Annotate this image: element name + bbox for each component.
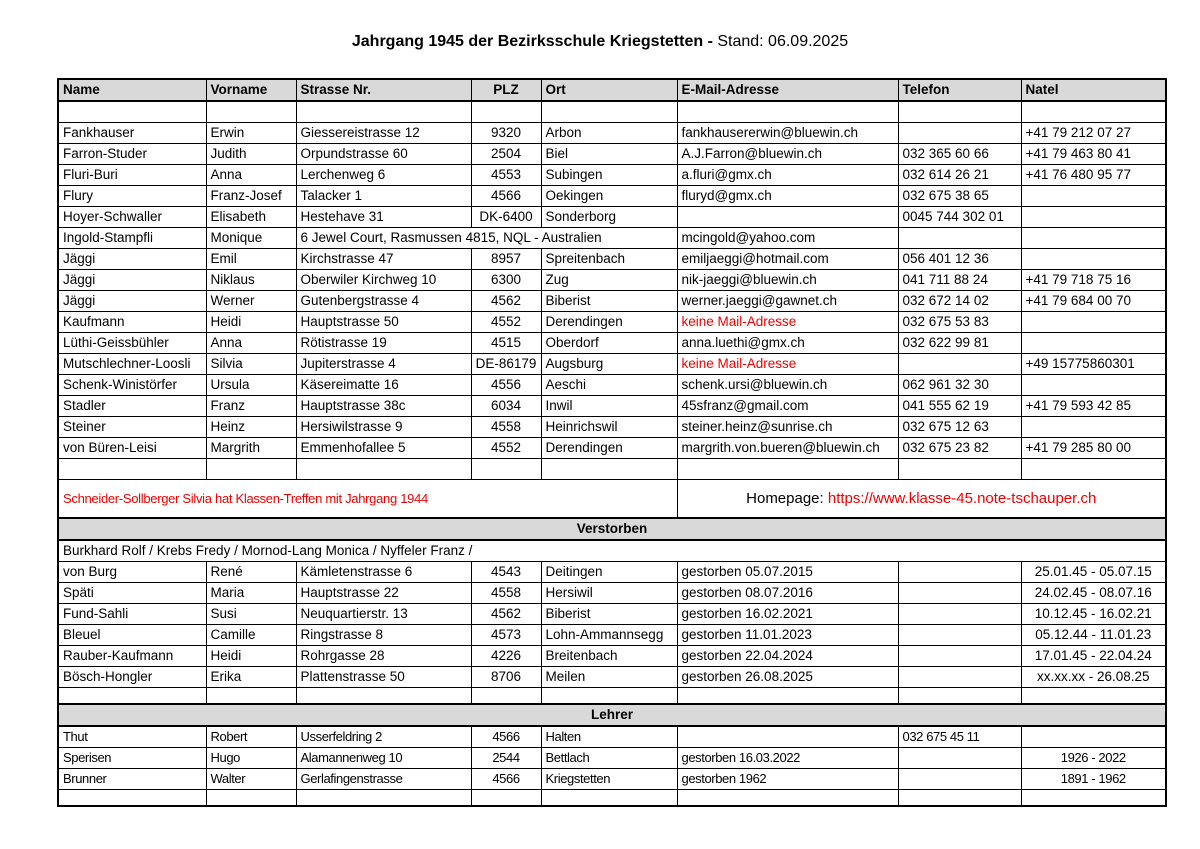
cell-natel: 25.01.45 - 05.07.15 [1021,562,1166,583]
cell-natel: +41 79 718 75 16 [1021,270,1166,291]
verstorben-intro-row [58,540,1166,562]
cell-plz: 4543 [471,562,541,583]
table-row [58,769,1166,790]
cell-email: gestorben 16.02.2021 [677,604,898,625]
cell-vorname: Anna [206,165,296,186]
cell-natel: +41 79 212 07 27 [1021,123,1166,144]
cell-ort: Zug [541,270,677,291]
empty-cell [898,459,1021,480]
cell-strasse: Kämletenstrasse 6 [296,562,471,583]
table-row [58,625,1166,646]
cell-plz: 4553 [471,165,541,186]
cell-email: anna.luethi@gmx.ch [677,333,898,354]
cell-vorname: Heinz [206,417,296,438]
cell-name: Jäggi [58,291,206,312]
cell-plz: 2544 [471,748,541,769]
cell-ort: Augsburg [541,354,677,375]
cell-name: Bleuel [58,625,206,646]
cell-natel: 1891 - 1962 [1021,769,1166,790]
cell-email: gestorben 05.07.2015 [677,562,898,583]
empty-cell [58,688,206,705]
cell-natel [1021,186,1166,207]
cell-name: Brunner [58,769,206,790]
cell-strasse: Hauptstrasse 38c [296,396,471,417]
cell-name: Hoyer-Schwaller [58,207,206,228]
cell-ort: Biberist [541,291,677,312]
cell-strasse-merged: 6 Jewel Court, Rasmussen 4815, NQL - Australien [296,228,677,249]
cell-natel [1021,228,1166,249]
cell-telefon: 032 675 38 65 [898,186,1021,207]
cell-telefon [898,646,1021,667]
cell-name: Ingold-Stampfli [58,228,206,249]
cell-telefon [898,625,1021,646]
cell-vorname: Franz [206,396,296,417]
section-title-verstorben: Verstorben [58,518,1166,540]
cell-strasse: Ringstrasse 8 [296,625,471,646]
empty-cell [677,459,898,480]
cell-telefon [898,354,1021,375]
cell-natel [1021,249,1166,270]
cell-natel: 1926 - 2022 [1021,748,1166,769]
cell-name: Thut [58,726,206,748]
cell-telefon [898,583,1021,604]
section-row-lehrer [58,704,1166,726]
cell-plz: 4515 [471,333,541,354]
column-header: Vorname [206,79,296,101]
cell-plz: 4566 [471,186,541,207]
cell-natel: +41 79 593 42 85 [1021,396,1166,417]
table-row [58,333,1166,354]
cell-email: emiljaeggi@hotmail.com [677,249,898,270]
cell-telefon: 032 622 99 81 [898,333,1021,354]
cell-email: gestorben 11.01.2023 [677,625,898,646]
cell-email: gestorben 22.04.2024 [677,646,898,667]
table-row [58,646,1166,667]
empty-cell [206,459,296,480]
note-row [58,480,1166,519]
table-row [58,396,1166,417]
cell-vorname: René [206,562,296,583]
table-row [58,207,1166,228]
empty-cell [1021,101,1166,123]
cell-telefon: 041 711 88 24 [898,270,1021,291]
cell-strasse: Talacker 1 [296,186,471,207]
cell-email: gestorben 1962 [677,769,898,790]
cell-plz: 4558 [471,583,541,604]
column-header: Telefon [898,79,1021,101]
page-title [0,33,1200,51]
cell-vorname: Erika [206,667,296,688]
empty-cell [541,688,677,705]
cell-email [677,726,898,748]
cell-vorname: Emil [206,249,296,270]
cell-ort: Derendingen [541,438,677,459]
cell-plz: DK-6400 [471,207,541,228]
cell-plz: 6034 [471,396,541,417]
empty-cell [677,688,898,705]
cell-vorname: Niklaus [206,270,296,291]
cell-plz: 4566 [471,726,541,748]
cell-strasse: Emmenhofallee 5 [296,438,471,459]
cell-email: gestorben 08.07.2016 [677,583,898,604]
cell-vorname: Anna [206,333,296,354]
empty-cell [898,688,1021,705]
cell-strasse: Neuquartierstr. 13 [296,604,471,625]
column-header: Natel [1021,79,1166,101]
cell-telefon: 032 675 53 83 [898,312,1021,333]
cell-plz: 6300 [471,270,541,291]
cell-natel [1021,207,1166,228]
empty-cell [471,688,541,705]
homepage-url[interactable]: https://www.klasse-45.note-tschauper.ch [827,490,1097,507]
table-row [58,123,1166,144]
cell-telefon: 032 675 23 82 [898,438,1021,459]
cell-email: A.J.Farron@bluewin.ch [677,144,898,165]
empty-cell [541,101,677,123]
cell-name: von Burg [58,562,206,583]
cell-ort: Meilen [541,667,677,688]
cell-vorname: Silvia [206,354,296,375]
cell-vorname: Ursula [206,375,296,396]
cell-name: Mutschlechner-Loosli [58,354,206,375]
section-row-verstorben [58,518,1166,540]
cell-email: fluryd@gmx.ch [677,186,898,207]
empty-cell [471,459,541,480]
column-header: Strasse Nr. [296,79,471,101]
column-header: E-Mail-Adresse [677,79,898,101]
cell-strasse: Hersiwilstrasse 9 [296,417,471,438]
cell-name: Lüthi-Geissbühler [58,333,206,354]
cell-strasse: Alamannenweg 10 [296,748,471,769]
cell-strasse: Gutenbergstrasse 4 [296,291,471,312]
cell-vorname: Judith [206,144,296,165]
cell-email: gestorben 16.03.2022 [677,748,898,769]
cell-vorname: Werner [206,291,296,312]
cell-natel: xx.xx.xx - 26.08.25 [1021,667,1166,688]
empty-cell [898,790,1021,807]
verstorben-intro: Burkhard Rolf / Krebs Fredy / Mornod-Lang Monica / Nyffeler Franz / [58,540,1166,562]
empty-cell [58,459,206,480]
cell-telefon [898,748,1021,769]
cell-ort: Inwil [541,396,677,417]
table-row [58,354,1166,375]
table-row [58,667,1166,688]
cell-plz: 9320 [471,123,541,144]
cell-email: nik-jaeggi@bluewin.ch [677,270,898,291]
cell-telefon [898,604,1021,625]
cell-telefon [898,562,1021,583]
cell-strasse: Giessereistrasse 12 [296,123,471,144]
cell-email: keine Mail-Adresse [677,354,898,375]
empty-row [58,790,1166,807]
cell-name: Fankhauser [58,123,206,144]
cell-natel [1021,333,1166,354]
cell-name: Kaufmann [58,312,206,333]
cell-name: Bösch-Hongler [58,667,206,688]
table-row [58,186,1166,207]
cell-telefon: 032 614 26 21 [898,165,1021,186]
cell-vorname: Camille [206,625,296,646]
cell-plz: 4552 [471,312,541,333]
table-row [58,270,1166,291]
cell-strasse: Rohrgasse 28 [296,646,471,667]
table-row [58,726,1166,748]
cell-ort: Oberdorf [541,333,677,354]
cell-strasse: Orpundstrasse 60 [296,144,471,165]
cell-telefon: 032 675 12 63 [898,417,1021,438]
cell-telefon: 056 401 12 36 [898,249,1021,270]
cell-plz: 4226 [471,646,541,667]
table-row [58,438,1166,459]
empty-cell [677,790,898,807]
note-text: Schneider-Sollberger Silvia hat Klassen-Treffen mit Jahrgang 1944 [58,480,677,519]
cell-telefon [898,228,1021,249]
cell-natel: 17.01.45 - 22.04.24 [1021,646,1166,667]
cell-ort: Breitenbach [541,646,677,667]
cell-vorname: Maria [206,583,296,604]
empty-cell [471,101,541,123]
cell-vorname: Franz-Josef [206,186,296,207]
cell-natel: +41 76 480 95 77 [1021,165,1166,186]
column-header: PLZ [471,79,541,101]
column-header: Name [58,79,206,101]
cell-email: gestorben 26.08.2025 [677,667,898,688]
cell-name: Schenk-Winistörfer [58,375,206,396]
cell-plz: DE-86179 [471,354,541,375]
table-row [58,417,1166,438]
cell-vorname: Heidi [206,646,296,667]
cell-strasse: Käsereimatte 16 [296,375,471,396]
cell-email: steiner.heinz@sunrise.ch [677,417,898,438]
cell-email: fankhausererwin@bluewin.ch [677,123,898,144]
cell-name: Jäggi [58,249,206,270]
cell-plz: 4556 [471,375,541,396]
cell-name: Fluri-Buri [58,165,206,186]
empty-cell [541,790,677,807]
cell-vorname: Heidi [206,312,296,333]
empty-cell [58,790,206,807]
cell-ort: Lohn-Ammannsegg [541,625,677,646]
cell-natel: 24.02.45 - 08.07.16 [1021,583,1166,604]
cell-strasse: Hestehave 31 [296,207,471,228]
cell-ort: Heinrichswil [541,417,677,438]
empty-cell [296,790,471,807]
cell-ort: Biel [541,144,677,165]
cell-natel [1021,417,1166,438]
table-row [58,165,1166,186]
cell-ort: Spreitenbach [541,249,677,270]
table-row [58,291,1166,312]
cell-telefon: 041 555 62 19 [898,396,1021,417]
cell-ort: Kriegstetten [541,769,677,790]
empty-cell [296,101,471,123]
table-row [58,144,1166,165]
column-header: Ort [541,79,677,101]
cell-vorname: Monique [206,228,296,249]
cell-ort: Arbon [541,123,677,144]
table-row [58,228,1166,249]
cell-natel: +41 79 285 80 00 [1021,438,1166,459]
cell-plz: 2504 [471,144,541,165]
table-row [58,312,1166,333]
cell-plz: 8957 [471,249,541,270]
cell-email: mcingold@yahoo.com [677,228,898,249]
cell-vorname: Erwin [206,123,296,144]
empty-cell [1021,688,1166,705]
cell-telefon: 0045 744 302 01 [898,207,1021,228]
cell-plz: 4552 [471,438,541,459]
cell-telefon [898,667,1021,688]
cell-natel [1021,312,1166,333]
cell-name: Steiner [58,417,206,438]
cell-ort: Sonderborg [541,207,677,228]
empty-cell [296,688,471,705]
cell-telefon [898,769,1021,790]
cell-plz: 8706 [471,667,541,688]
table-row [58,583,1166,604]
cell-natel: 05.12.44 - 11.01.23 [1021,625,1166,646]
cell-name: Späti [58,583,206,604]
cell-strasse: Plattenstrasse 50 [296,667,471,688]
cell-telefon: 032 672 14 02 [898,291,1021,312]
empty-cell [1021,459,1166,480]
cell-telefon: 062 961 32 30 [898,375,1021,396]
cell-natel: +41 79 684 00 70 [1021,291,1166,312]
cell-strasse: Gerlafingenstrasse [296,769,471,790]
empty-cell [471,790,541,807]
cell-name: Jäggi [58,270,206,291]
cell-telefon: 032 365 60 66 [898,144,1021,165]
cell-vorname: Hugo [206,748,296,769]
cell-strasse: Rötistrasse 19 [296,333,471,354]
empty-row [58,101,1166,123]
empty-cell [898,101,1021,123]
cell-vorname: Susi [206,604,296,625]
cell-email: a.fluri@gmx.ch [677,165,898,186]
cell-vorname: Margrith [206,438,296,459]
cell-name: von Büren-Leisi [58,438,206,459]
cell-email: keine Mail-Adresse [677,312,898,333]
homepage-cell [677,480,1166,519]
cell-ort: Bettlach [541,748,677,769]
empty-cell [206,790,296,807]
empty-cell [296,459,471,480]
empty-cell [206,101,296,123]
cell-plz: 4562 [471,604,541,625]
cell-name: Sperisen [58,748,206,769]
cell-name: Farron-Studer [58,144,206,165]
header-row [58,79,1166,101]
cell-ort: Halten [541,726,677,748]
cell-email: schenk.ursi@bluewin.ch [677,375,898,396]
cell-strasse: Kirchstrasse 47 [296,249,471,270]
cell-email: werner.jaeggi@gawnet.ch [677,291,898,312]
cell-plz: 4573 [471,625,541,646]
cell-name: Fund-Sahli [58,604,206,625]
empty-cell [206,688,296,705]
cell-natel: 10.12.45 - 16.02.21 [1021,604,1166,625]
cell-name: Stadler [58,396,206,417]
cell-vorname: Elisabeth [206,207,296,228]
empty-cell [541,459,677,480]
empty-row [58,459,1166,480]
table-row [58,604,1166,625]
cell-email: margrith.von.bueren@bluewin.ch [677,438,898,459]
cell-ort: Subingen [541,165,677,186]
cell-ort: Derendingen [541,312,677,333]
cell-plz: 4558 [471,417,541,438]
cell-email: 45sfranz@gmail.com [677,396,898,417]
cell-ort: Aeschi [541,375,677,396]
cell-email [677,207,898,228]
title-main: Jahrgang 1945 der Bezirksschule Kriegstetten - [351,33,718,50]
cell-strasse: Oberwiler Kirchweg 10 [296,270,471,291]
table-row [58,748,1166,769]
cell-name: Flury [58,186,206,207]
table-row [58,562,1166,583]
table-row [58,375,1166,396]
cell-vorname: Walter [206,769,296,790]
cell-strasse: Hauptstrasse 22 [296,583,471,604]
cell-telefon: 032 675 45 11 [898,726,1021,748]
homepage-label: Homepage: [746,490,828,507]
cell-ort: Hersiwil [541,583,677,604]
cell-natel: +49 15775860301 [1021,354,1166,375]
empty-cell [58,101,206,123]
cell-telefon [898,123,1021,144]
empty-cell [1021,790,1166,807]
cell-strasse: Usserfeldring 2 [296,726,471,748]
cell-plz: 4566 [471,769,541,790]
cell-vorname: Robert [206,726,296,748]
cell-strasse: Hauptstrasse 50 [296,312,471,333]
empty-cell [677,101,898,123]
cell-ort: Oekingen [541,186,677,207]
contact-table [57,78,1167,807]
cell-natel [1021,375,1166,396]
cell-ort: Deitingen [541,562,677,583]
cell-strasse: Lerchenweg 6 [296,165,471,186]
cell-ort: Biberist [541,604,677,625]
section-title-lehrer: Lehrer [58,704,1166,726]
table-row [58,249,1166,270]
empty-row [58,688,1166,705]
cell-name: Rauber-Kaufmann [58,646,206,667]
cell-strasse: Jupiterstrasse 4 [296,354,471,375]
cell-plz: 4562 [471,291,541,312]
cell-natel [1021,726,1166,748]
cell-natel: +41 79 463 80 41 [1021,144,1166,165]
title-stand: Stand: 06.09.2025 [717,33,849,50]
